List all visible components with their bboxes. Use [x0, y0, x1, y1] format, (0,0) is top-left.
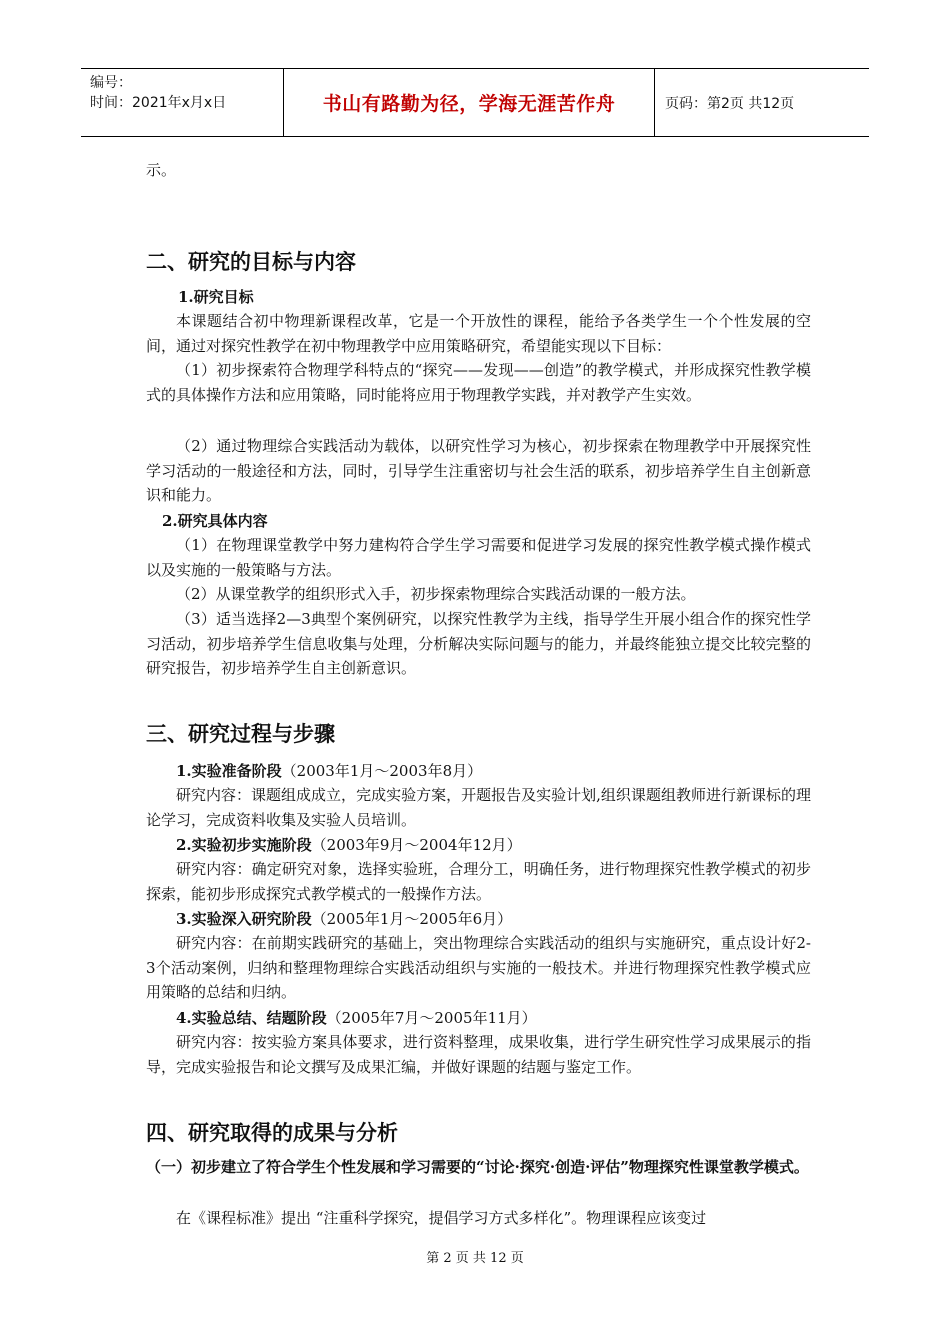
stage-4-date: （2005年7月～2005年11月） — [326, 1009, 537, 1027]
stage-2-text: 研究内容：确定研究对象，选择实验班，合理分工，明确任务，进行物理探究性教学模式的初步探索，能初步形成探究式教学模式的一般操作方法。 — [146, 860, 811, 903]
stage-2-title: 2.实验初步实施阶段 — [176, 836, 312, 854]
stage-2-heading — [176, 834, 522, 855]
section-2-heading: 二、研究的目标与内容 — [146, 250, 356, 274]
s2-content-3: （3）适当选择2—3典型个案例研究，以探究性教学为主线，指导学生开展小组合作的探究性学习活动，初步培养学生信息收集与处理，分析解决实际问题与的能力，并最终能独立提交比较完整的研究报告，初步培养学生自主创新意识。 — [146, 610, 811, 677]
s2-goal-1: （1）初步探索符合物理学科特点的“探究——发现——创造”的教学模式，并形成探究性教学模式的具体操作方法和应用策略，同时能将应用于物理教学实践，并对教学产生实效。 — [146, 361, 811, 404]
stage-4-text: 研究内容：按实验方案具体要求，进行资料整理，成果收集，进行学生研究性学习成果展示的指导，完成实验报告和论文撰写及成果汇编，并做好课题的结题与鉴定工作。 — [146, 1033, 811, 1076]
stage-1-date: （2003年1月～2003年8月） — [281, 762, 483, 780]
stage-3-text: 研究内容：在前期实践研究的基础上，突出物理综合实践活动的组织与实施研究，重点设计好2-3个活动案例，归纳和整理物理综合实践活动组织与实施的一般技术。并进行物理探究性教学模式应用策略的总结和归纳。 — [146, 934, 811, 1001]
header-meta — [81, 69, 283, 136]
s4-subheading-1: （一）初步建立了符合学生个性发展和学习需要的“讨论·探究·创造·评估”物理探究性课堂教学模式。 — [146, 1158, 809, 1176]
stage-3-heading — [176, 908, 512, 929]
s2-paragraph-intro: 本课题结合初中物理新课程改革，它是一个开放性的课程，能给予各类学生一个个性发展的空间，通过对探究性教学在初中物理教学中应用策略研究，希望能实现以下目标： — [146, 312, 811, 355]
stage-2-date: （2003年9月～2004年12月） — [311, 836, 522, 854]
s2-content-1: （1）在物理课堂教学中努力建构符合学生学习需要和促进学习发展的探究性教学模式操作模式以及实施的一般策略与方法。 — [146, 536, 811, 579]
s2-subheading-goals: 1.研究目标 — [178, 288, 254, 306]
section-4-heading: 四、研究取得的成果与分析 — [146, 1121, 398, 1145]
header-number: 编号： — [90, 75, 132, 91]
page-footer: 第 2 页 共 12 页 — [426, 1251, 524, 1266]
header-page-info: 页码：第2页 共12页 — [665, 95, 795, 112]
stage-1-heading — [176, 760, 482, 781]
stage-1-title: 1.实验准备阶段 — [176, 762, 282, 780]
stage-3-date: （2005年1月～2005年6月） — [311, 910, 513, 928]
stage-4-title: 4.实验总结、结题阶段 — [176, 1009, 327, 1027]
page-header — [81, 68, 869, 137]
s2-subheading-contents: 2.研究具体内容 — [162, 512, 268, 530]
section-3-heading: 三、研究过程与步骤 — [146, 722, 335, 746]
stage-3-title: 3.实验深入研究阶段 — [176, 910, 312, 928]
carry-over-text: 示。 — [146, 161, 177, 179]
header-motto: 书山有路勤为径，学海无涯苦作舟 — [322, 93, 616, 115]
s4-paragraph-1: 在《课程标准》提出 “注重科学探究，提倡学习方式多样化”。物理课程应该变过 — [176, 1209, 707, 1227]
header-motto-cell — [283, 69, 655, 136]
s2-content-2: （2）从课堂教学的组织形式入手，初步探索物理综合实践活动课的一般方法。 — [176, 585, 696, 603]
stage-4-heading — [176, 1007, 537, 1028]
s2-goal-2: （2）通过物理综合实践活动为载体，以研究性学习为核心，初步探索在物理教学中开展探究性学习活动的一般途径和方法，同时，引导学生注重密切与社会生活的联系，初步培养学生自主创新意识和能力。 — [146, 437, 811, 504]
stage-1-text: 研究内容：课题组成成立，完成实验方案，开题报告及实验计划,组织课题组教师进行新课标的理论学习，完成资料收集及实验人员培训。 — [146, 786, 811, 829]
header-time: 时间：2021年x月x日 — [90, 95, 227, 111]
